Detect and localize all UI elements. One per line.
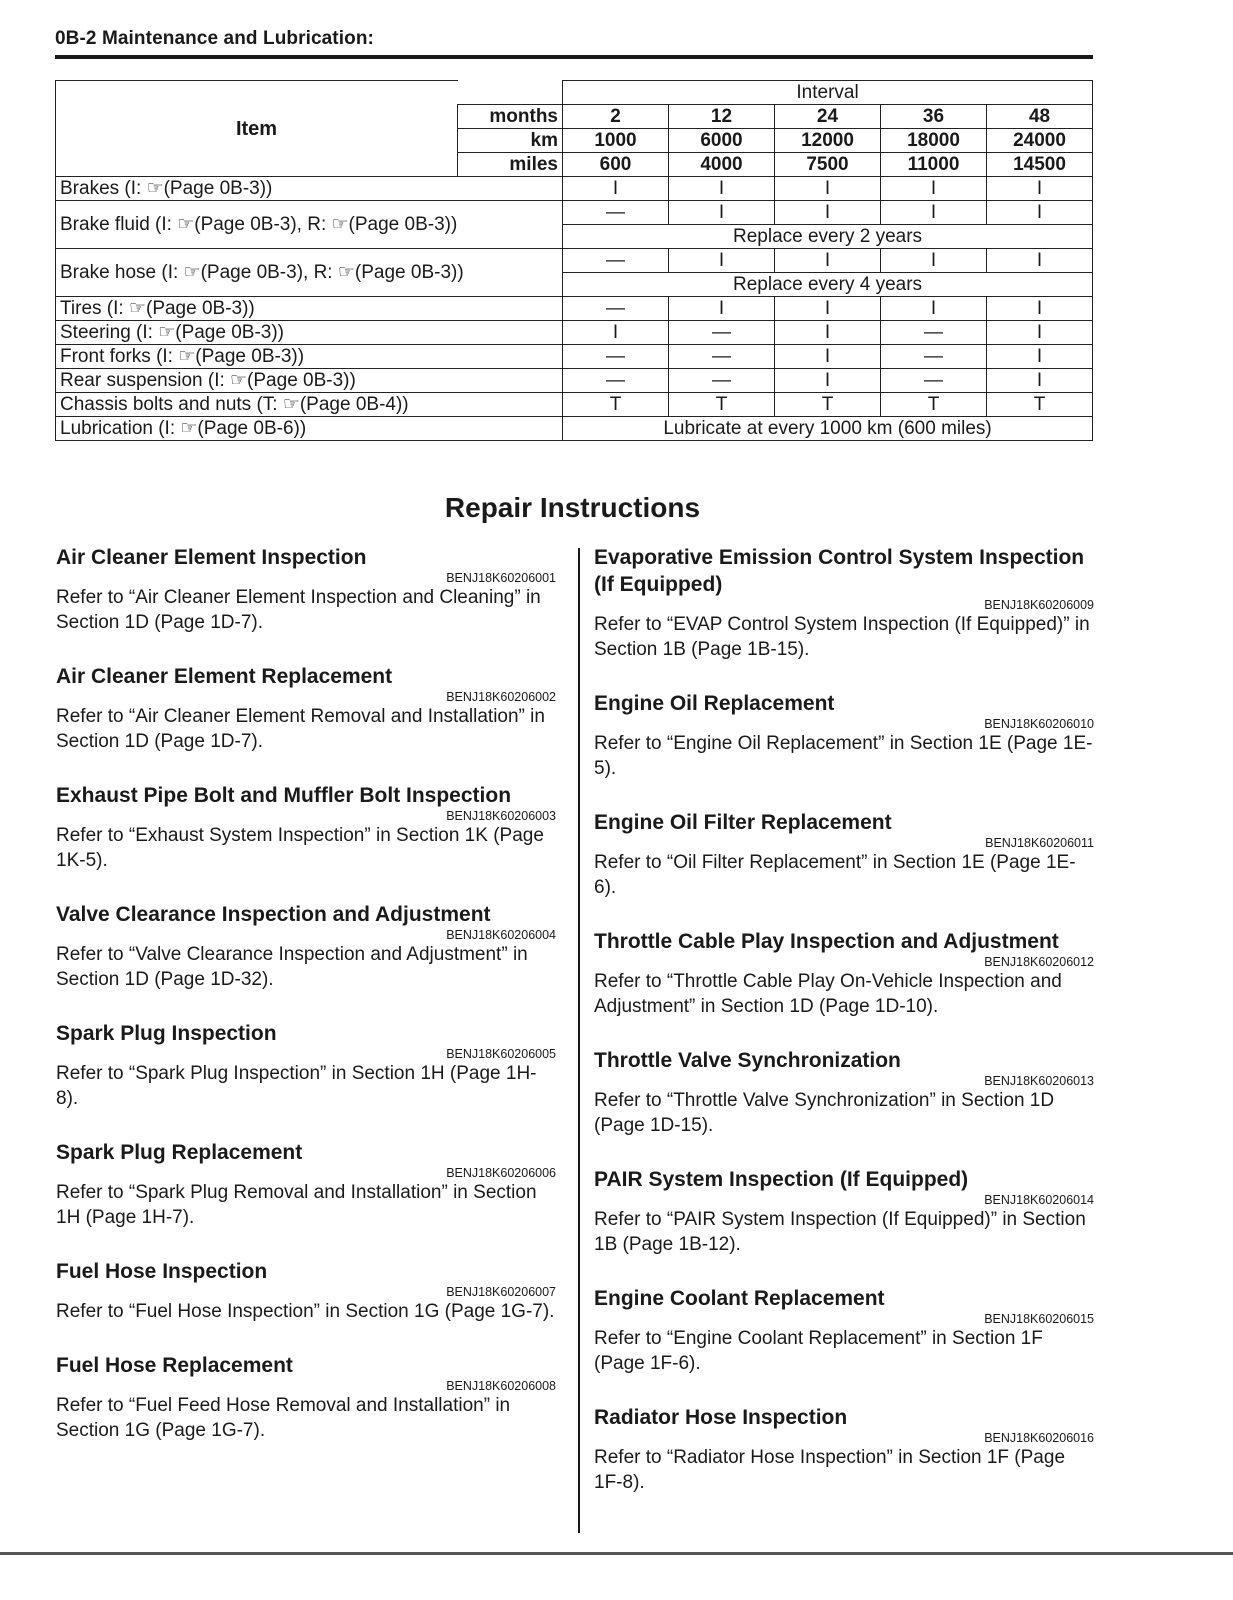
schedule-cell: — bbox=[563, 249, 669, 273]
interval-value: 36 bbox=[881, 105, 987, 129]
schedule-row bbox=[56, 345, 1093, 369]
repair-code: BENJ18K60206011 bbox=[985, 836, 1094, 850]
repair-heading: Valve Clearance Inspection and Adjustment bbox=[56, 903, 491, 926]
repair-entry bbox=[594, 1285, 1094, 1376]
repair-code: BENJ18K60206013 bbox=[984, 1074, 1094, 1088]
repair-heading: Air Cleaner Element Inspection bbox=[56, 546, 367, 569]
repair-code: BENJ18K60206007 bbox=[446, 1285, 556, 1299]
interval-header: Interval bbox=[563, 81, 1093, 105]
repair-text: Refer to “Engine Oil Replacement” in Section 1E (Page 1E-5). bbox=[594, 733, 1093, 779]
schedule-row bbox=[56, 249, 1093, 273]
schedule-body bbox=[56, 81, 1093, 441]
schedule-cell: I bbox=[987, 345, 1093, 369]
schedule-cell: I bbox=[563, 321, 669, 345]
repair-text: Refer to “Engine Coolant Replacement” in Section 1F (Page 1F-6). bbox=[594, 1328, 1043, 1374]
schedule-span-note: Lubricate at every 1000 km (600 miles) bbox=[563, 417, 1093, 441]
repair-code: BENJ18K60206006 bbox=[446, 1166, 556, 1180]
schedule-cell: I bbox=[669, 201, 775, 225]
interval-value: 48 bbox=[987, 105, 1093, 129]
schedule-cell: — bbox=[669, 321, 775, 345]
schedule-cell: T bbox=[881, 393, 987, 417]
interval-value: 14500 bbox=[987, 153, 1093, 177]
schedule-cell: I bbox=[775, 249, 881, 273]
repair-entry bbox=[56, 544, 556, 635]
schedule-row bbox=[56, 297, 1093, 321]
repair-entry bbox=[56, 1020, 556, 1111]
schedule-cell: I bbox=[987, 201, 1093, 225]
interval-value: 24 bbox=[775, 105, 881, 129]
repair-text: Refer to “Valve Clearance Inspection and Adjustment” in Section 1D (Page 1D-32). bbox=[56, 944, 528, 990]
schedule-cell: I bbox=[775, 201, 881, 225]
repair-heading: Fuel Hose Replacement bbox=[56, 1354, 293, 1377]
schedule-cell: I bbox=[987, 369, 1093, 393]
repair-code: BENJ18K60206003 bbox=[446, 809, 556, 823]
schedule-cell: I bbox=[987, 177, 1093, 201]
schedule-cell: I bbox=[669, 177, 775, 201]
schedule-cell: I bbox=[881, 249, 987, 273]
schedule-item: Rear suspension (I: ☞(Page 0B-3)) bbox=[56, 369, 563, 393]
interval-value: 12000 bbox=[775, 129, 881, 153]
repair-entry bbox=[594, 1047, 1094, 1138]
repair-entry bbox=[594, 690, 1094, 781]
schedule-cell: I bbox=[987, 321, 1093, 345]
repair-right-column bbox=[594, 544, 1094, 1523]
interval-value: 2 bbox=[563, 105, 669, 129]
schedule-item: Tires (I: ☞(Page 0B-3)) bbox=[56, 297, 563, 321]
repair-left-column bbox=[56, 544, 556, 1471]
repair-heading: Engine Coolant Replacement bbox=[594, 1287, 885, 1310]
maintenance-schedule-table bbox=[55, 80, 1093, 441]
repair-text: Refer to “PAIR System Inspection (If Equipped)” in Section 1B (Page 1B-12). bbox=[594, 1209, 1086, 1255]
interval-value: 6000 bbox=[669, 129, 775, 153]
repair-heading: Throttle Cable Play Inspection and Adjustment bbox=[594, 930, 1059, 953]
unit-label: months bbox=[458, 105, 563, 129]
repair-heading: Throttle Valve Synchronization bbox=[594, 1049, 901, 1072]
schedule-cell: I bbox=[775, 345, 881, 369]
repair-heading: Air Cleaner Element Replacement bbox=[56, 665, 393, 688]
repair-heading: Radiator Hose Inspection bbox=[594, 1406, 848, 1429]
schedule-item: Brakes (I: ☞(Page 0B-3)) bbox=[56, 177, 563, 201]
repair-entry bbox=[56, 1352, 556, 1443]
interval-value: 18000 bbox=[881, 129, 987, 153]
repair-code: BENJ18K60206009 bbox=[984, 598, 1094, 612]
schedule-item: Chassis bolts and nuts (T: ☞(Page 0B-4)) bbox=[56, 393, 563, 417]
repair-code: BENJ18K60206008 bbox=[446, 1379, 556, 1393]
schedule-cell: I bbox=[881, 177, 987, 201]
repair-text: Refer to “Air Cleaner Element Inspection and Cleaning” in Section 1D (Page 1D-7). bbox=[56, 587, 541, 633]
schedule-cell: I bbox=[987, 249, 1093, 273]
schedule-cell: T bbox=[987, 393, 1093, 417]
repair-instructions-title: Repair Instructions bbox=[444, 492, 701, 523]
repair-text: Refer to “Oil Filter Replacement” in Section 1E (Page 1E-6). bbox=[594, 852, 1076, 898]
schedule-cell: T bbox=[563, 393, 669, 417]
repair-code: BENJ18K60206014 bbox=[984, 1193, 1094, 1207]
repair-code: BENJ18K60206012 bbox=[984, 955, 1094, 969]
repair-code: BENJ18K60206001 bbox=[446, 571, 556, 585]
repair-entry bbox=[56, 1258, 556, 1324]
schedule-cell: T bbox=[775, 393, 881, 417]
schedule-cell: I bbox=[987, 297, 1093, 321]
interval-value: 11000 bbox=[881, 153, 987, 177]
repair-text: Refer to “Air Cleaner Element Removal and Installation” in Section 1D (Page 1D-7). bbox=[56, 706, 545, 752]
schedule-item: Brake hose (I: ☞(Page 0B-3), R: ☞(Page 0B-3)) bbox=[56, 249, 563, 297]
repair-code: BENJ18K60206015 bbox=[984, 1312, 1094, 1326]
schedule-cell: I bbox=[669, 297, 775, 321]
repair-heading: Exhaust Pipe Bolt and Muffler Bolt Inspection bbox=[56, 784, 512, 807]
schedule-item: Brake fluid (I: ☞(Page 0B-3), R: ☞(Page 0B-3)) bbox=[56, 201, 563, 249]
schedule-cell: I bbox=[775, 177, 881, 201]
repair-heading: Fuel Hose Inspection bbox=[56, 1260, 268, 1283]
schedule-item: Front forks (I: ☞(Page 0B-3)) bbox=[56, 345, 563, 369]
repair-entry bbox=[594, 1404, 1094, 1495]
schedule-cell: — bbox=[563, 369, 669, 393]
interval-value: 24000 bbox=[987, 129, 1093, 153]
schedule-cell: I bbox=[775, 321, 881, 345]
schedule-cell: — bbox=[563, 345, 669, 369]
repair-entry bbox=[56, 901, 556, 992]
schedule-row bbox=[56, 201, 1093, 225]
schedule-cell: I bbox=[775, 297, 881, 321]
repair-code: BENJ18K60206010 bbox=[984, 717, 1094, 731]
schedule-row bbox=[56, 321, 1093, 345]
repair-entry bbox=[594, 809, 1094, 900]
repair-heading: Spark Plug Inspection bbox=[56, 1022, 277, 1045]
repair-code: BENJ18K60206016 bbox=[984, 1431, 1094, 1445]
schedule-note: Replace every 2 years bbox=[563, 225, 1093, 249]
repair-code: BENJ18K60206005 bbox=[446, 1047, 556, 1061]
schedule-cell: — bbox=[881, 345, 987, 369]
schedule-cell: I bbox=[669, 249, 775, 273]
page-header: 0B-2 Maintenance and Lubrication: bbox=[55, 28, 374, 49]
interval-value: 7500 bbox=[775, 153, 881, 177]
repair-entry bbox=[594, 544, 1094, 662]
repair-text: Refer to “Spark Plug Inspection” in Section 1H (Page 1H-8). bbox=[56, 1063, 537, 1109]
repair-entry bbox=[594, 928, 1094, 1019]
schedule-cell: I bbox=[881, 201, 987, 225]
header-spacer bbox=[458, 81, 563, 105]
schedule-row bbox=[56, 393, 1093, 417]
repair-text: Refer to “Exhaust System Inspection” in Section 1K (Page 1K-5). bbox=[56, 825, 544, 871]
repair-heading: Engine Oil Replacement bbox=[594, 692, 835, 715]
schedule-row bbox=[56, 177, 1093, 201]
schedule-header-row bbox=[56, 81, 1093, 105]
header-rule bbox=[55, 55, 1093, 59]
repair-heading: Evaporative Emission Control System Inspection (If Equipped) bbox=[594, 546, 1085, 596]
schedule-cell: I bbox=[881, 297, 987, 321]
repair-entry bbox=[56, 663, 556, 754]
schedule-cell: — bbox=[669, 345, 775, 369]
repair-text: Refer to “Throttle Valve Synchronization” in Section 1D (Page 1D-15). bbox=[594, 1090, 1055, 1136]
interval-value: 600 bbox=[563, 153, 669, 177]
repair-heading: PAIR System Inspection (If Equipped) bbox=[594, 1168, 969, 1191]
repair-text: Refer to “Throttle Cable Play On-Vehicle Inspection and Adjustment” in Section 1D (Page 1D-10). bbox=[594, 971, 1062, 1017]
repair-entry bbox=[56, 782, 556, 873]
schedule-item: Lubrication (I: ☞(Page 0B-6)) bbox=[56, 417, 563, 441]
repair-text: Refer to “EVAP Control System Inspection (If Equipped)” in Section 1B (Page 1B-15). bbox=[594, 614, 1090, 660]
column-divider bbox=[578, 548, 580, 1533]
schedule-cell: I bbox=[563, 177, 669, 201]
repair-heading: Engine Oil Filter Replacement bbox=[594, 811, 892, 834]
schedule-note: Replace every 4 years bbox=[563, 273, 1093, 297]
schedule-item: Steering (I: ☞(Page 0B-3)) bbox=[56, 321, 563, 345]
unit-label: miles bbox=[458, 153, 563, 177]
schedule-cell: — bbox=[563, 201, 669, 225]
repair-text: Refer to “Spark Plug Removal and Installation” in Section 1H (Page 1H-7). bbox=[56, 1182, 537, 1228]
schedule-cell: T bbox=[669, 393, 775, 417]
interval-value: 1000 bbox=[563, 129, 669, 153]
schedule-row bbox=[56, 369, 1093, 393]
repair-text: Refer to “Fuel Hose Inspection” in Section 1G (Page 1G-7). bbox=[56, 1301, 555, 1322]
repair-entry bbox=[594, 1166, 1094, 1257]
schedule-cell: — bbox=[563, 297, 669, 321]
repair-text: Refer to “Fuel Feed Hose Removal and Installation” in Section 1G (Page 1G-7). bbox=[56, 1395, 511, 1441]
schedule-cell: — bbox=[881, 321, 987, 345]
schedule-cell: I bbox=[775, 369, 881, 393]
repair-heading: Spark Plug Replacement bbox=[56, 1141, 303, 1164]
schedule-row bbox=[56, 417, 1093, 441]
schedule-cell: — bbox=[881, 369, 987, 393]
unit-label: km bbox=[458, 129, 563, 153]
repair-code: BENJ18K60206002 bbox=[446, 690, 556, 704]
interval-value: 4000 bbox=[669, 153, 775, 177]
repair-text: Refer to “Radiator Hose Inspection” in Section 1F (Page 1F-8). bbox=[594, 1447, 1066, 1493]
footer-rule bbox=[0, 1552, 1233, 1555]
schedule-cell: — bbox=[669, 369, 775, 393]
repair-entry bbox=[56, 1139, 556, 1230]
item-header: Item bbox=[56, 81, 458, 177]
repair-code: BENJ18K60206004 bbox=[446, 928, 556, 942]
interval-value: 12 bbox=[669, 105, 775, 129]
